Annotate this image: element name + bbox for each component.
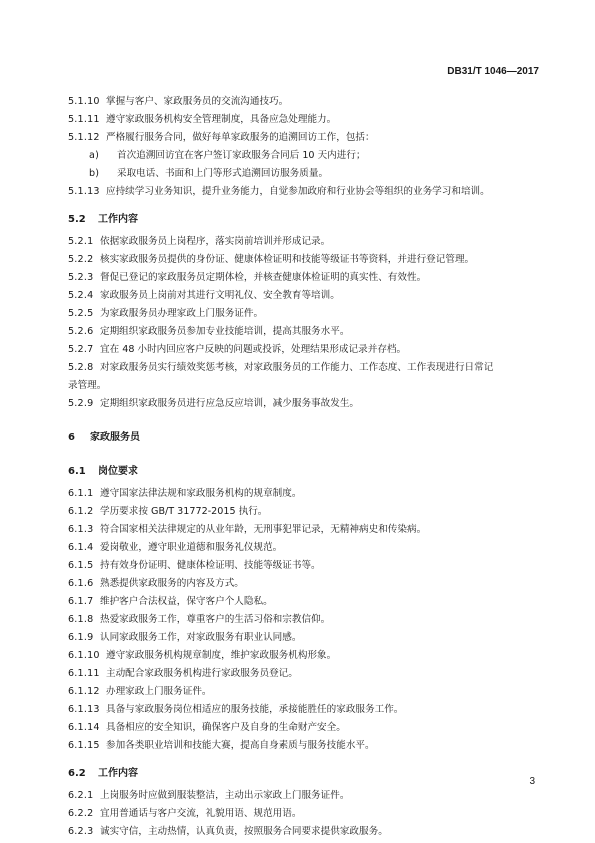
list-marker: b) [89, 168, 100, 179]
clause-number: 6.2.3 [68, 826, 94, 837]
clause-text: 遵守家政服务机构规章制度，维护家政服务机构形象。 [106, 650, 337, 661]
clause-number: 6.1.7 [68, 596, 94, 607]
clause-6-1-13 [68, 703, 538, 721]
clause-6-1-15 [68, 739, 538, 757]
clause-text: 诚实守信，主动热情，认真负责，按照服务合同要求提供家政服务。 [100, 826, 388, 837]
clause-number: 6.1.12 [68, 686, 100, 697]
clause-number: 5.1.13 [68, 186, 100, 197]
clause-6-1-5 [68, 559, 538, 577]
clause-text: 热爱家政服务工作，尊重客户的生活习俗和宗教信仰。 [100, 614, 331, 625]
clause-number: 6.1.2 [68, 506, 94, 517]
clause-6-2-3 [68, 825, 538, 843]
clause-number: 5.2.3 [68, 272, 94, 283]
clause-number: 5.2.9 [68, 398, 94, 409]
section-heading-6-2 [68, 767, 538, 785]
clause-5-2-8-continued [68, 379, 538, 397]
clause-text: 定期组织家政服务员进行应急反应培训，减少服务事故发生。 [100, 398, 360, 409]
section-heading-6-1 [68, 465, 538, 483]
clause-6-1-14 [68, 721, 538, 739]
chapter-heading-6 [68, 431, 538, 449]
clause-number: 6.1.9 [68, 632, 94, 643]
clause-6-1-2 [68, 505, 538, 523]
clause-5-1-11 [68, 113, 538, 131]
clause-6-1-1 [68, 487, 538, 505]
clause-text: 为家政服务员办理家政上门服务证件。 [100, 308, 264, 319]
clause-number: 6.1.1 [68, 488, 94, 499]
clause-5-2-7 [68, 343, 538, 361]
clause-5-2-4 [68, 289, 538, 307]
clause-number: 5.2.1 [68, 236, 94, 247]
clause-text: 爱岗敬业，遵守职业道德和服务礼仪规范。 [100, 542, 283, 553]
section-title: 岗位要求 [98, 466, 138, 477]
clause-text: 遵守家政服务机构安全管理制度，具备应急处理能力。 [106, 114, 337, 125]
clause-6-1-4 [68, 541, 538, 559]
clause-text: 参加各类职业培训和技能大赛，提高自身素质与服务技能水平。 [106, 740, 375, 751]
section-title: 工作内容 [98, 214, 138, 225]
clause-6-2-2 [68, 807, 538, 825]
clause-number: 5.2.8 [68, 362, 94, 373]
clause-number: 5.2.4 [68, 290, 94, 301]
list-text: 首次追溯回访宜在客户签订家政服务合同后 10 天内进行； [117, 150, 366, 161]
clause-number: 6.2.1 [68, 790, 94, 801]
clause-5-2-3 [68, 271, 538, 289]
chapter-number: 6 [68, 432, 75, 443]
clause-number: 6.1.4 [68, 542, 94, 553]
clause-number: 6.1.6 [68, 578, 94, 589]
clause-text: 宜在 48 小时内回应客户反映的问题或投诉，处理结果形成记录并存档。 [100, 344, 407, 355]
clause-text: 持有效身份证明、健康体检证明、技能等级证书等。 [100, 560, 321, 571]
clause-group-6-2 [68, 789, 538, 843]
list-item-b [68, 167, 538, 185]
clause-number: 6.1.15 [68, 740, 100, 751]
clause-text: 应持续学习业务知识，提升业务能力，自觉参加政府和行业协会等组织的业务学习和培训。 [106, 186, 490, 197]
clause-text: 具备与家政服务岗位相适应的服务技能，承接能胜任的家政服务工作。 [106, 704, 404, 715]
clause-6-1-7 [68, 595, 538, 613]
clause-text: 核实家政服务员提供的身份证、健康体检证明和技能等级证书等资料，并进行登记管理。 [100, 254, 475, 265]
clause-text: 办理家政上门服务证件。 [106, 686, 212, 697]
clause-6-1-12 [68, 685, 538, 703]
clause-text: 对家政服务员实行绩效奖惩考核，对家政服务员的工作能力、工作态度、工作表现进行日常记 [100, 362, 494, 373]
list-text: 采取电话、书面和上门等形式追溯回访服务质量。 [117, 168, 329, 179]
clause-text: 依据家政服务员上岗程序，落实岗前培训并形成记录。 [100, 236, 331, 247]
document-code: DB31/T 1046—2017 [447, 66, 539, 77]
clause-5-1-12 [68, 131, 538, 149]
clause-5-1-10 [68, 95, 538, 113]
clause-text: 定期组织家政服务员参加专业技能培训，提高其服务水平。 [100, 326, 350, 337]
clause-text: 认同家政服务工作，对家政服务有职业认同感。 [100, 632, 302, 643]
clause-6-1-9 [68, 631, 538, 649]
clause-number: 5.2.5 [68, 308, 94, 319]
clause-text: 严格履行服务合同，做好每单家政服务的追溯回访工作，包括： [106, 132, 375, 143]
clause-5-2-6 [68, 325, 538, 343]
clause-text: 宜用普通话与客户交流，礼貌用语、规范用语。 [100, 808, 302, 819]
clause-number: 5.2.2 [68, 254, 94, 265]
document-body [68, 95, 538, 843]
clause-number: 6.1.3 [68, 524, 94, 535]
clause-6-1-3 [68, 523, 538, 541]
list-item-a [68, 149, 538, 167]
clause-group-5-1 [68, 95, 538, 203]
section-heading-5-2 [68, 213, 538, 231]
clause-text: 具备相应的安全知识，确保客户及自身的生命财产安全。 [106, 722, 346, 733]
clause-text: 督促已登记的家政服务员定期体检，并核查健康体检证明的真实性、有效性。 [100, 272, 427, 283]
clause-6-1-8 [68, 613, 538, 631]
clause-5-2-2 [68, 253, 538, 271]
section-number: 6.1 [68, 466, 86, 477]
clause-text: 掌握与客户、家政服务员的交流沟通技巧。 [106, 96, 289, 107]
clause-number: 6.1.14 [68, 722, 100, 733]
clause-number: 6.2.2 [68, 808, 94, 819]
clause-number: 5.1.12 [68, 132, 100, 143]
clause-text: 遵守国家法律法规和家政服务机构的规章制度。 [100, 488, 302, 499]
clause-number: 5.2.6 [68, 326, 94, 337]
section-title: 工作内容 [98, 768, 138, 779]
clause-5-2-5 [68, 307, 538, 325]
list-marker: a) [89, 150, 100, 161]
clause-text: 符合国家相关法律规定的从业年龄，无刑事犯罪记录，无精神病史和传染病。 [100, 524, 427, 535]
clause-5-2-9 [68, 397, 538, 415]
section-number: 6.2 [68, 768, 86, 779]
section-number: 5.2 [68, 214, 86, 225]
clause-text: 维护客户合法权益，保守客户个人隐私。 [100, 596, 273, 607]
clause-5-1-13 [68, 185, 538, 203]
clause-text: 主动配合家政服务机构进行家政服务员登记。 [106, 668, 298, 679]
clause-number: 5.1.10 [68, 96, 100, 107]
clause-text: 熟悉提供家政服务的内容及方式。 [100, 578, 244, 589]
clause-number: 6.1.8 [68, 614, 94, 625]
clause-group-5-2 [68, 235, 538, 415]
clause-number: 5.2.7 [68, 344, 94, 355]
clause-text: 上岗服务时应做到服装整洁，主动出示家政上门服务证件。 [100, 790, 350, 801]
page-number: 3 [529, 776, 535, 787]
clause-6-1-11 [68, 667, 538, 685]
clause-number: 6.1.10 [68, 650, 100, 661]
clause-6-1-10 [68, 649, 538, 667]
clause-6-2-1 [68, 789, 538, 807]
clause-5-2-1 [68, 235, 538, 253]
clause-number: 6.1.5 [68, 560, 94, 571]
chapter-title: 家政服务员 [90, 432, 140, 443]
clause-5-2-8 [68, 361, 538, 379]
clause-text-continued: 录管理。 [68, 380, 107, 391]
clause-text: 家政服务员上岗前对其进行文明礼仪、安全教育等培训。 [100, 290, 340, 301]
clause-number: 6.1.13 [68, 704, 100, 715]
clause-number: 5.1.11 [68, 114, 100, 125]
clause-6-1-6 [68, 577, 538, 595]
clause-number: 6.1.11 [68, 668, 100, 679]
clause-text: 学历要求按 GB/T 31772-2015 执行。 [100, 506, 268, 517]
clause-group-6-1 [68, 487, 538, 757]
